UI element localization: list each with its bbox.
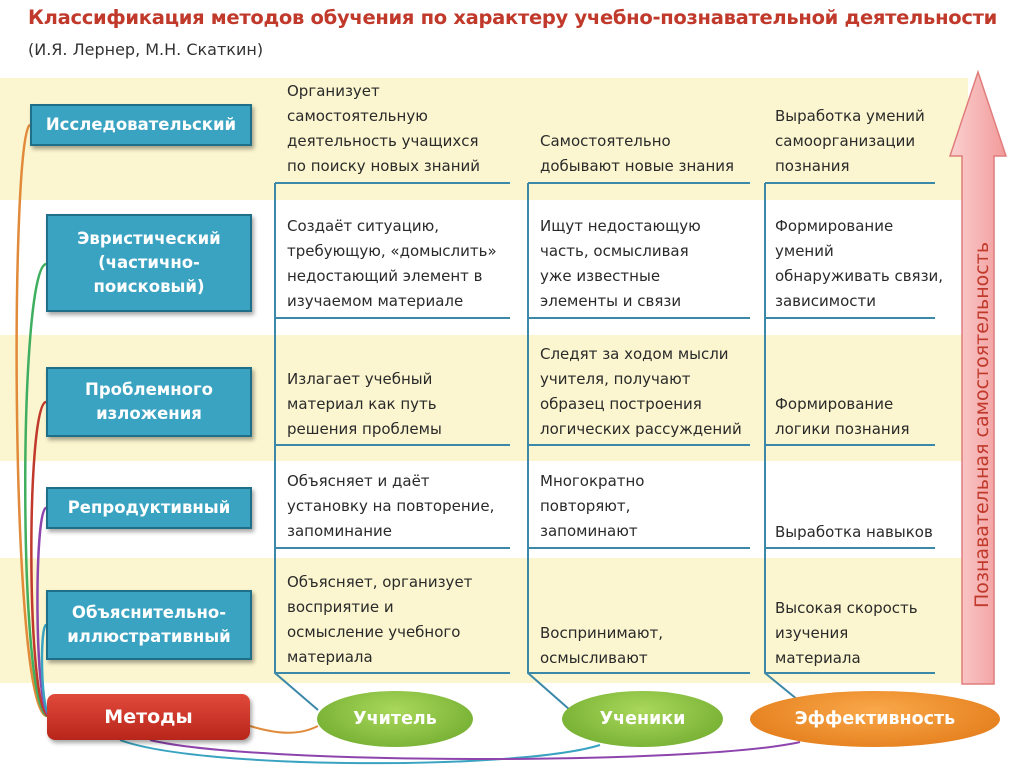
teacher-cell-research: Организует самостоятельную деятельность учащихся по поиску новых знаний: [287, 82, 481, 175]
method-research: Исследовательский: [30, 104, 252, 146]
method-problem: Проблемного изложения: [46, 367, 252, 437]
students-cell-reproductive: Многократно повторяют, запоминают: [540, 472, 645, 540]
efficiency-oval: Эффективность: [750, 691, 1000, 747]
teacher-cell-heuristic: Создаёт ситуацию, требующую, «домыслить» недостающий элемент в изучаемом материале: [287, 217, 497, 310]
method-reproductive: Репродуктивный: [46, 487, 252, 529]
teacher-cell-reproductive: Объясняет и даёт установку на повторение, запоминание: [287, 472, 495, 540]
page-title: Классификация методов обучения по характеру учебно-познавательной деятельности: [28, 6, 997, 29]
efficiency-cell-problem: Формирование логики познания: [775, 395, 910, 438]
students-cell-explanatory: Воспринимают, осмысливают: [540, 624, 663, 667]
students-cell-heuristic: Ищут недостающую часть, осмысливая уже известные элементы и связи: [540, 217, 701, 310]
page-subtitle: (И.Я. Лернер, М.Н. Скаткин): [28, 40, 264, 59]
teacher-oval: Учитель: [317, 691, 473, 747]
students-cell-research: Самостоятельно добывают новые знания: [540, 132, 735, 175]
teacher-cell-explanatory: Объясняет, организует восприятие и осмысление учебного материала: [287, 573, 473, 666]
efficiency-cell-research: Выработка умений самоорганизации познания: [775, 107, 925, 175]
teacher-cell-problem: Излагает учебный материал как путь решения проблемы: [287, 370, 442, 438]
method-heuristic: Эвристический (частично- поисковый): [46, 214, 252, 312]
arrow-label: Познавательная самостоятельность: [971, 241, 993, 609]
methods-button: Методы: [47, 694, 250, 740]
efficiency-cell-explanatory: Высокая скорость изучения материала: [775, 599, 918, 667]
students-oval: Ученики: [562, 691, 723, 747]
students-cell-problem: Следят за ходом мысли учителя, получают образец построения логических рассуждений: [540, 345, 742, 438]
efficiency-cell-heuristic: Формирование умений обнаруживать связи, зависимости: [775, 217, 944, 310]
efficiency-cell-reproductive: Выработка навыков: [775, 523, 933, 541]
method-explanatory: Объяснительно- иллюстративный: [46, 590, 252, 660]
